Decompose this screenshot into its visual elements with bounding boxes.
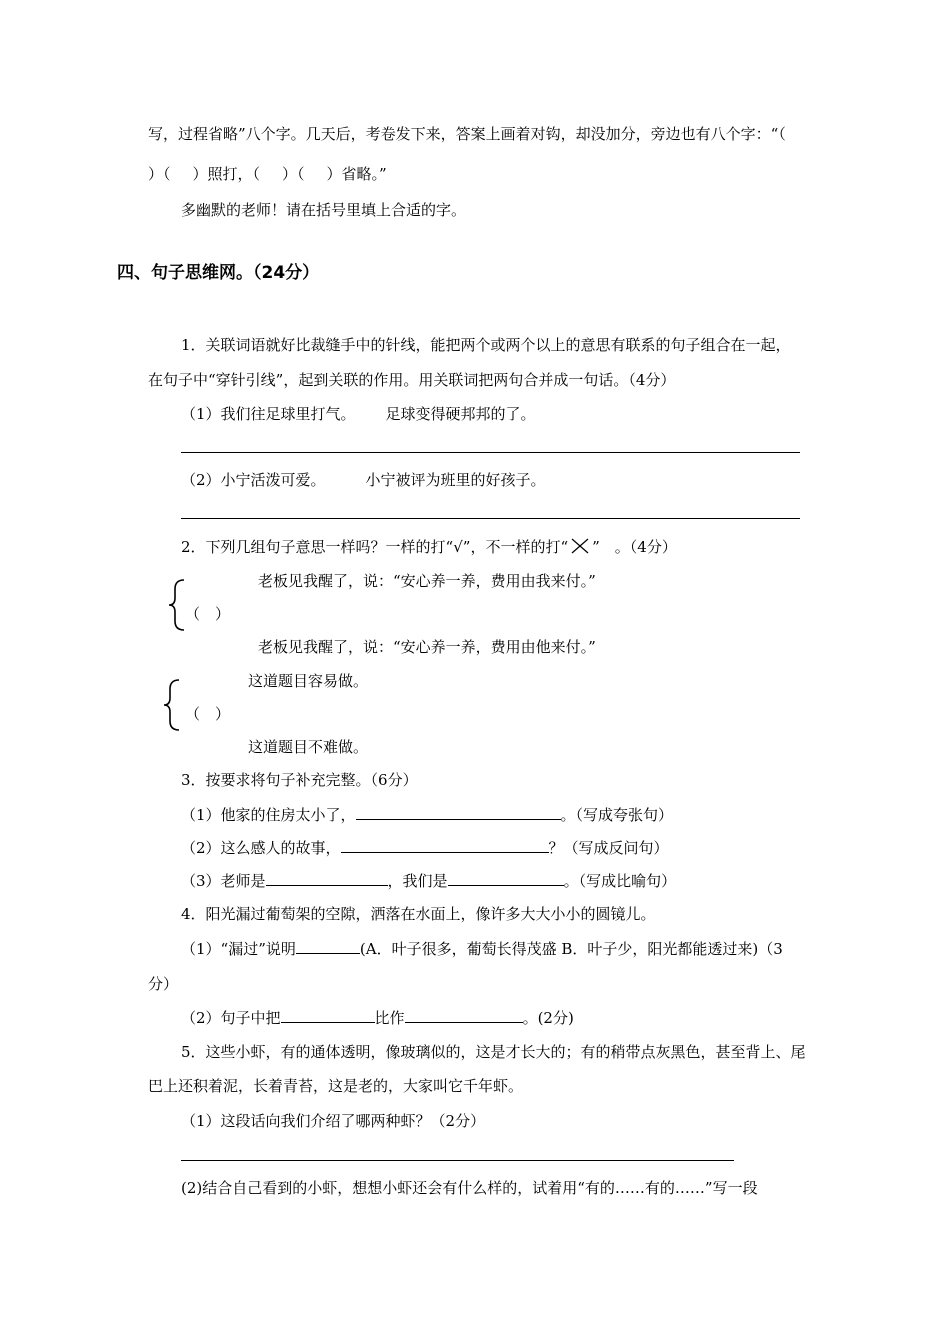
intro-line-1: 写，过程省略”八个字。几天后，考卷发下来，答案上画着对钩，却没加分，旁边也有八个字：“（ [148, 125, 786, 143]
q5-item-2: (2)结合自己看到的小虾，想想小虾还会有什么样的，试着用“有的……有的……”写一段 [181, 1179, 758, 1197]
intro-line-2: ）（ ）照打，（ ）（ ）省略。” [148, 165, 387, 183]
q1-line-1: 1．关联词语就好比裁缝手中的针线，能把两个或两个以上的意思有联系的句子组合在一起， [181, 336, 791, 354]
q1-sentence-2: （2）小宁活泼可爱。 小宁被评为班里的好孩子。 [181, 471, 546, 489]
q1-line-2: 在句子中“穿针引线”，起到关联的作用。用关联词把两句合并成一句话。（4分） [148, 371, 676, 389]
q5-line-1: 5．这些小虾，有的通体透明，像玻璃似的，这是才长大的；有的稍带点灰黑色，甚至背上、尾 [181, 1043, 806, 1061]
q2-group1-sentence-2: 老板见我醒了，说：“安心养一养，费用由他来付。” [258, 638, 596, 656]
q3-blank-2[interactable] [341, 837, 549, 853]
q2-group1-answer[interactable]: （ ） [185, 605, 231, 623]
q2-group2-sentence-1: 这道题目容易做。 [248, 672, 369, 690]
q4-item-1-cont: 分） [148, 975, 179, 993]
q1-answer-line-2[interactable] [181, 518, 800, 519]
q3-blank-1[interactable] [356, 804, 561, 820]
q5-item-1: （1）这段话向我们介绍了哪两种虾？（2分） [181, 1112, 486, 1130]
q2-prompt: 2．下列几组句子意思一样吗？一样的打“√”，不一样的打“ ” 。（4分） [181, 538, 677, 556]
q4-item-2: （2）句子中把 比作 。(2分) [181, 1009, 574, 1027]
q4-item-1: （1）“漏过”说明 (A．叶子很多，葡萄长得茂盛 B．叶子少，阳光都能透过来)（3 [181, 940, 783, 958]
q4-blank-1[interactable] [296, 938, 360, 954]
check-mark-icon: √ [453, 538, 463, 556]
q3-item-3: （3）老师是 ，我们是 。（写成比喻句） [181, 872, 677, 890]
q5-line-2: 巴上还积着泥，长着青苔，这是老的，大家叫它千年虾。 [148, 1077, 524, 1095]
q3-item-2: （2）这么感人的故事， ？（写成反问句） [181, 839, 669, 857]
q3-blank-3b[interactable] [448, 870, 564, 886]
q5-answer-line[interactable] [181, 1160, 734, 1161]
brace-icon [161, 678, 183, 732]
q2-group1-sentence-1: 老板见我醒了，说：“安心养一养，费用由我来付。” [258, 572, 596, 590]
section-title: 四、句子思维网。（24分） [117, 263, 320, 283]
q3-blank-3a[interactable] [266, 870, 388, 886]
cross-mark-icon [570, 538, 590, 554]
q2-group2-answer[interactable]: （ ） [185, 705, 231, 723]
q3-item-1: （1）他家的住房太小了， 。（写成夸张句） [181, 806, 674, 824]
q1-answer-line-1[interactable] [181, 452, 800, 453]
q2-group2-sentence-2: 这道题目不难做。 [248, 738, 369, 756]
q4-title: 4．阳光漏过葡萄架的空隙，洒落在水面上，像许多大大小小的圆镜儿。 [181, 905, 656, 923]
intro-line-3: 多幽默的老师！请在括号里填上合适的字。 [181, 201, 467, 219]
q4-blank-2b[interactable] [405, 1007, 523, 1023]
q3-title: 3．按要求将句子补充完整。（6分） [181, 771, 418, 789]
q1-sentence-1: （1）我们往足球里打气。 足球变得硬邦邦的了。 [181, 405, 536, 423]
q4-blank-2a[interactable] [281, 1007, 375, 1023]
